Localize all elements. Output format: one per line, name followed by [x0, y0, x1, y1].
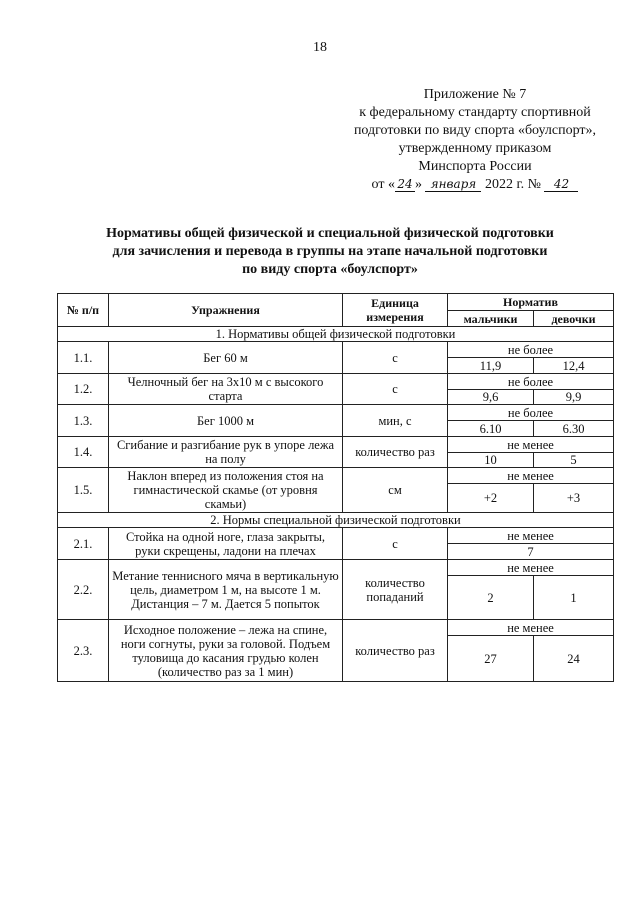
row-number: 1.1. — [58, 342, 109, 374]
table-row — [58, 374, 614, 390]
unit: количество раз — [343, 620, 448, 682]
date-prefix: от « — [371, 177, 395, 192]
title-line: Нормативы общей физической и специальной физической подготовки — [106, 226, 554, 241]
norm-value-girls: 9,9 — [534, 390, 614, 405]
header-exercise: Упражнения — [109, 294, 343, 327]
header-boys: мальчики — [448, 311, 534, 327]
unit: с — [343, 374, 448, 405]
exercise-name: Наклон вперед из положения стоя на гимнастической скамье (от уровня скамьи) — [109, 468, 343, 513]
norm-limit: не более — [448, 405, 614, 421]
exercise-name: Метание теннисного мяча в вертикальную цель, диаметром 1 м, на высоте 1 м. Дистанция – 7 м. Дается 5 попыток — [109, 560, 343, 620]
order-date-line — [330, 176, 620, 194]
norm-limit: не менее — [448, 528, 614, 544]
row-number: 1.3. — [58, 405, 109, 437]
norm-value-boys: 27 — [448, 636, 534, 682]
norm-value-girls: 5 — [534, 453, 614, 468]
row-number: 1.2. — [58, 374, 109, 405]
norm-limit: не менее — [448, 468, 614, 484]
table-row — [58, 342, 614, 358]
row-number: 1.4. — [58, 437, 109, 468]
standards-table — [57, 293, 614, 682]
norm-value-girls: +3 — [534, 484, 614, 513]
handwritten-day: 24 — [395, 177, 415, 192]
appendix-line: Минспорта России — [418, 159, 532, 174]
exercise-name: Сгибание и разгибание рук в упоре лежа на полу — [109, 437, 343, 468]
norm-value-girls: 12,4 — [534, 358, 614, 374]
norm-limit: не более — [448, 342, 614, 358]
exercise-name: Бег 1000 м — [109, 405, 343, 437]
handwritten-month: января — [425, 177, 481, 192]
exercise-name: Стойка на одной ноге, глаза закрыты, руки скрещены, ладони на плечах — [109, 528, 343, 560]
table-row — [58, 560, 614, 576]
unit: см — [343, 468, 448, 513]
norm-value-boys: 11,9 — [448, 358, 534, 374]
date-mid: » — [414, 177, 422, 192]
norm-value-girls: 6.30 — [534, 421, 614, 437]
table-row — [58, 528, 614, 544]
norm-limit: не более — [448, 374, 614, 390]
table-row — [58, 405, 614, 421]
unit: мин, с — [343, 405, 448, 437]
norm-value-boys: 2 — [448, 576, 534, 620]
table-row — [58, 620, 614, 636]
appendix-line: к федеральному стандарту спортивной — [359, 105, 591, 120]
appendix-line: утвержденному приказом — [398, 141, 552, 156]
exercise-name: Челночный бег на 3х10 м с высокого старта — [109, 374, 343, 405]
norm-value-girls: 24 — [534, 636, 614, 682]
unit: количество попаданий — [343, 560, 448, 620]
section-title: 1. Нормативы общей физической подготовки — [58, 327, 614, 342]
table-row — [58, 468, 614, 484]
handwritten-order-number: 42 — [544, 177, 578, 192]
row-number: 2.3. — [58, 620, 109, 682]
section-title: 2. Нормы специальной физической подготовки — [58, 513, 614, 528]
norm-value-boys: 9,6 — [448, 390, 534, 405]
norm-value-girls: 1 — [534, 576, 614, 620]
unit: с — [343, 528, 448, 560]
title-line: по виду спорта «боулспорт» — [242, 262, 418, 277]
norm-limit: не менее — [448, 620, 614, 636]
year-text: 2022 г. № — [484, 177, 541, 192]
appendix-line: подготовки по виду спорта «боулспорт», — [353, 123, 597, 138]
norm-limit: не менее — [448, 437, 614, 453]
norm-value-boys: 6.10 — [448, 421, 534, 437]
row-number: 2.1. — [58, 528, 109, 560]
document-title — [60, 225, 600, 279]
header-num: № п/п — [58, 294, 109, 327]
row-number: 1.5. — [58, 468, 109, 513]
table-row — [58, 437, 614, 453]
unit: количество раз — [343, 437, 448, 468]
norm-value-boys: 10 — [448, 453, 534, 468]
header-norm: Норматив — [448, 294, 614, 311]
appendix-header — [330, 86, 620, 194]
exercise-name: Исходное положение – лежа на спине, ноги согнуты, руки за головой. Подъем туловища до касания грудью колен (количество раз за 1 мин) — [109, 620, 343, 682]
section-row — [58, 513, 614, 528]
norm-value-both: 7 — [448, 544, 614, 560]
appendix-line: Приложение № 7 — [423, 87, 527, 102]
title-line: для зачисления и перевода в группы на этапе начальной подготовки — [112, 244, 548, 259]
header-unit: Единица измерения — [343, 294, 448, 327]
norm-limit: не менее — [448, 560, 614, 576]
header-girls: девочки — [534, 311, 614, 327]
page-number: 18 — [313, 40, 327, 55]
exercise-name: Бег 60 м — [109, 342, 343, 374]
norm-value-boys: +2 — [448, 484, 534, 513]
unit: с — [343, 342, 448, 374]
row-number: 2.2. — [58, 560, 109, 620]
section-row — [58, 327, 614, 342]
